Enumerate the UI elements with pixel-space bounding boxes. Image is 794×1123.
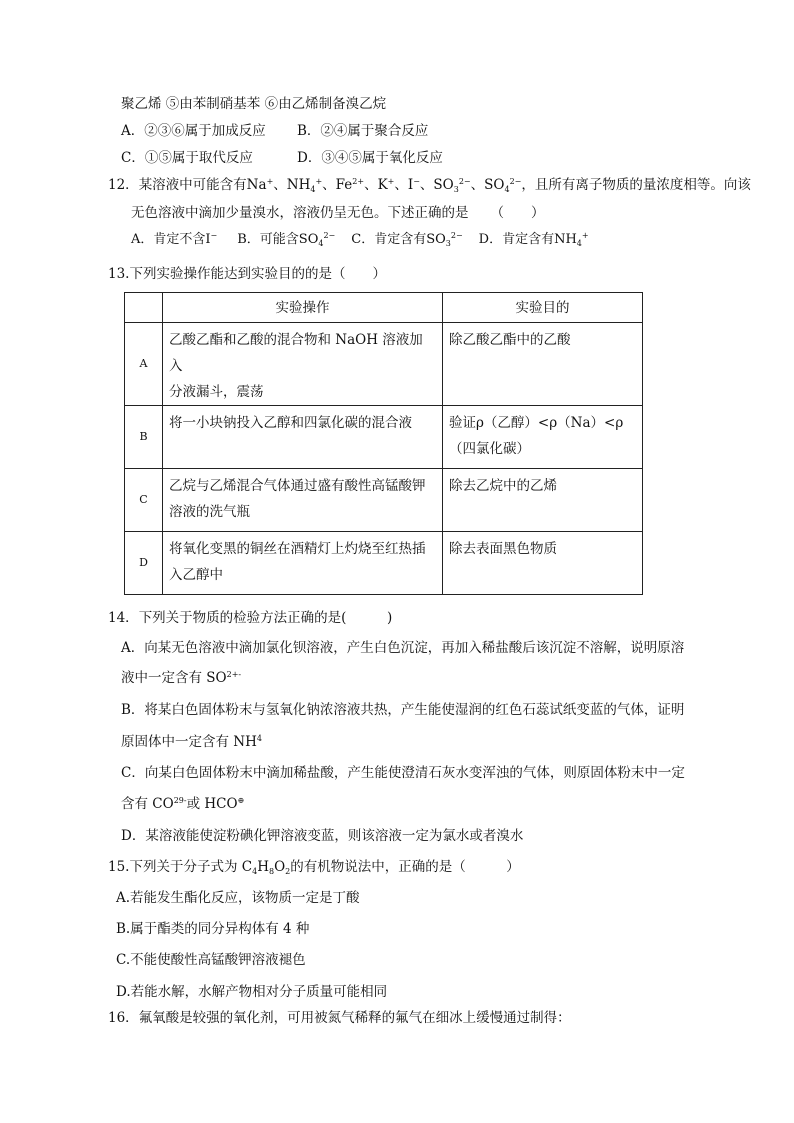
q12-option-a: A．肯定不含I <box>131 232 211 247</box>
goal-line: 除乙酸乙酯中的乙酸 <box>449 332 571 348</box>
row-letter: C <box>125 469 163 532</box>
q11-option-d: D．③④⑤属于氧化反应 <box>297 150 443 166</box>
q12-option-b: B．可能含SO <box>237 232 319 247</box>
q14-option-c-line1: C．向某白色固体粉末中滴加稀盐酸，产生能使澄清石灰水变浑浊的气体，则原固体粉末中一定 <box>121 765 685 781</box>
q13-stem-text: 下列实验操作能达到实验目的的是（ ） <box>129 266 386 282</box>
goal-line: 除去乙烷中的乙烯 <box>449 478 557 494</box>
q14-c-superscript-2: ⊕ <box>237 796 245 805</box>
row-goal <box>443 469 643 532</box>
row-operation <box>163 532 443 595</box>
q14-option-a-line2-text: 液中一定含有 SO <box>121 670 227 686</box>
goal-line: 除去表面黑色物质 <box>449 541 557 557</box>
q11-option-a: A．②③⑥属于加成反应 <box>121 123 266 139</box>
table-row <box>125 469 643 532</box>
table-header-goal: 实验目的 <box>443 293 643 323</box>
q15-option-d: D.若能水解，水解产物相对分子质量可能相同 <box>116 984 388 1000</box>
q15-stem: 15.下列关于分子式为 $C_4H_8O_2$的有机物说法中，正确的是（ ） <box>108 859 520 876</box>
experiment-table <box>124 292 643 595</box>
operation-line: 乙烷与乙烯混合气体通过盛有酸性高锰酸钾 <box>169 478 426 494</box>
q14-option-d: D．某溶液能使淀粉碘化钾溶液变蓝，则该溶液一定为氯水或者溴水 <box>121 828 524 844</box>
q12-stem-line2 <box>131 203 545 223</box>
q12-options: A．肯定不含I− B．可能含$SO_4^{2-}$ C．肯定含有$SO_3^{2-}$ D．肯定含有$NH_4^+$ <box>131 231 589 248</box>
q14-a-superscript: 2+- <box>226 670 242 679</box>
goal-line: （四氯化碳） <box>449 441 530 457</box>
table-header-blank <box>125 293 163 323</box>
q12-stem-line1: 12．某溶液中可能含有Na+、$NH_4^+$、$Fe^{2+}$、K+、I−、$SO_3^{2-}$、$SO_4^{2-}$，且所有离子物质的量浓度相等。向该 <box>108 177 751 194</box>
q14-option-b-line2-text: 原固体中一定含有 NH <box>121 734 257 750</box>
q14-stem <box>108 608 392 628</box>
q13-stem <box>108 264 386 284</box>
q12-option-c: C．肯定含有SO <box>351 232 446 247</box>
operation-line: 将一小块钠投入乙醇和四氯化碳的混合液 <box>169 415 412 431</box>
table-header-row <box>125 293 643 323</box>
q11-option-c: C．①⑤属于取代反应 <box>121 150 253 166</box>
q14-c-superscript-1: 29- <box>173 796 187 805</box>
q15-number: 15. <box>108 859 130 875</box>
q16-number: 16． <box>108 1010 139 1026</box>
goal-line: 验证ρ（乙醇）<ρ（Na）<ρ <box>449 415 624 431</box>
q14-option-a-line1: A．向某无色溶液中滴加氯化钡溶液，产生白色沉淀，再加入稀盐酸后该沉淀不溶解，说明原溶 <box>121 640 685 656</box>
q11-option-b: B．②④属于聚合反应 <box>297 123 429 139</box>
q15-option-b: B.属于酯类的同分异构体有 4 种 <box>116 921 310 937</box>
table-row <box>125 532 643 595</box>
q12-stem-pre: 某溶液中可能含有Na <box>138 177 267 193</box>
q12-stem-line2-text: 无色溶液中滴加少量溴水，溶液仍呈无色。下述正确的是 <box>131 205 469 221</box>
row-goal <box>443 532 643 595</box>
table-row <box>125 323 643 406</box>
operation-line: 分液漏斗，震荡 <box>169 384 264 400</box>
q14-b-superscript: 4 <box>256 734 262 743</box>
q11-tail-line: 聚乙烯 ⑤由苯制硝基苯 ⑥由乙烯制备溴乙烷 <box>121 96 387 112</box>
q12-number: 12． <box>108 177 139 193</box>
q14-option-c-mid: 或 HCO <box>186 796 238 812</box>
q14-option-a-line2 <box>121 668 241 688</box>
q12-option-d: D．肯定含有NH <box>478 232 577 247</box>
table-row <box>125 406 643 469</box>
q16-stem-text: 氟氧酸是较强的氧化剂，可用被氮气稀释的氟气在细冰上缓慢通过制得： <box>138 1010 571 1026</box>
q12-answer-paren: （ ） <box>490 205 545 221</box>
row-operation <box>163 323 443 406</box>
row-operation <box>163 406 443 469</box>
row-letter: B <box>125 406 163 469</box>
row-goal <box>443 406 643 469</box>
q14-option-c-pre: 含有 CO <box>121 796 174 812</box>
q15-stem-pre: 下列关于分子式为 C <box>129 859 253 875</box>
q15-stem-post: 的有机物说法中，正确的是（ ） <box>290 859 520 875</box>
operation-line: 溶液的洗气瓶 <box>169 504 250 520</box>
q14-stem-text: 下列关于物质的检验方法正确的是( ) <box>138 610 393 626</box>
q14-number: 14． <box>108 610 139 626</box>
q16-stem <box>108 1008 571 1028</box>
q15-option-a: A.若能发生酯化反应，该物质一定是丁酸 <box>116 890 360 906</box>
q15-option-c: C.不能使酸性高锰酸钾溶液褪色 <box>116 952 306 968</box>
operation-line: 乙酸乙酯和乙酸的混合物和 NaOH 溶液加入 <box>169 332 423 374</box>
row-goal <box>443 323 643 406</box>
row-operation <box>163 469 443 532</box>
q14-option-b-line2 <box>121 732 262 752</box>
row-letter: D <box>125 532 163 595</box>
q13-number: 13. <box>108 266 130 282</box>
operation-line: 将氧化变黑的铜丝在酒精灯上灼烧至红热插 <box>169 541 426 557</box>
q14-option-c-line2 <box>121 794 244 814</box>
q12-stem-tail: ，且所有离子物质的量浓度相等。向该 <box>521 177 751 193</box>
operation-line: 入乙醇中 <box>169 567 223 583</box>
table-header-operation: 实验操作 <box>163 293 443 323</box>
q14-option-b-line1: B．将某白色固体粉末与氢氧化钠浓溶液共热，产生能使湿润的红色石蕊试纸变蓝的气体，证明 <box>121 702 685 718</box>
row-letter: A <box>125 323 163 406</box>
